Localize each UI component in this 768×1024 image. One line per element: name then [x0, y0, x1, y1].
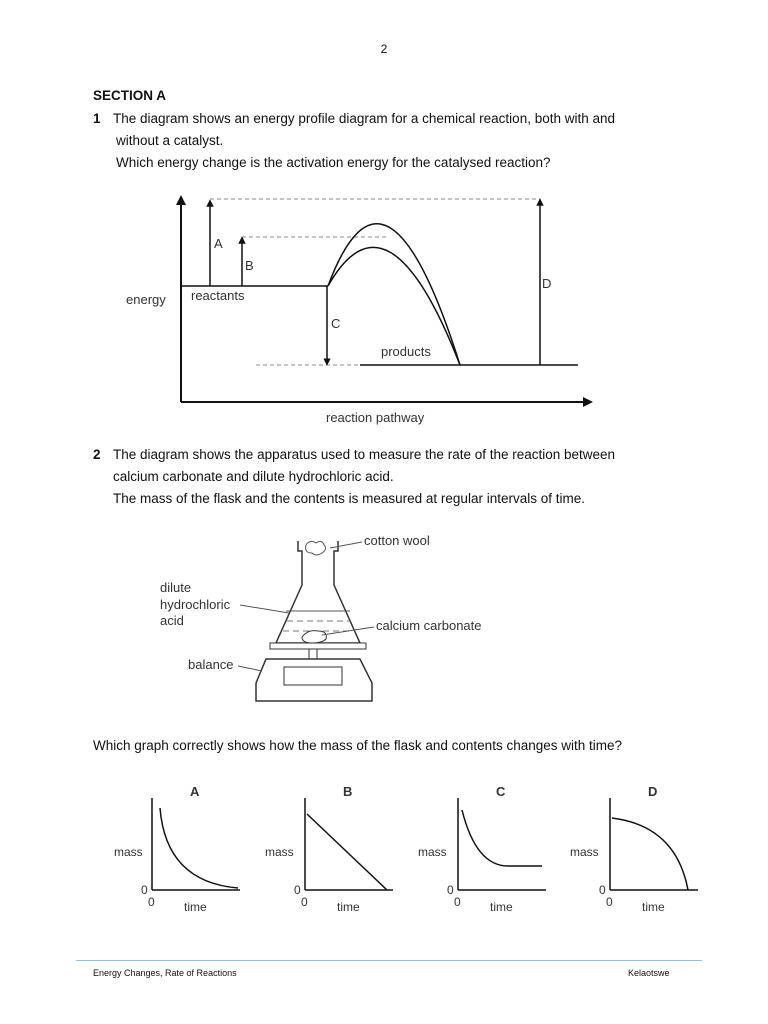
question-line: calcium carbonate and dilute hydrochloric acid. — [113, 469, 394, 484]
acid-label: hydrochloric — [160, 597, 231, 612]
balance-display — [284, 667, 342, 685]
x-axis-label: time — [184, 900, 207, 914]
graph-a — [114, 784, 240, 914]
y-axis-label: mass — [570, 845, 599, 859]
graph-letter: A — [190, 784, 200, 799]
energy-profile-diagram — [0, 0, 768, 440]
x-zero: 0 — [606, 895, 613, 909]
products-label: products — [381, 344, 431, 359]
cotton-wool-label: cotton wool — [364, 533, 430, 548]
question-line: The diagram shows an energy profile diagram for a chemical reaction, both with and — [113, 111, 616, 126]
section-title: SECTION A — [93, 88, 167, 103]
graph-question: Which graph correctly shows how the mass of the flask and contents changes with time? — [93, 738, 623, 753]
graph-d — [570, 784, 698, 914]
question-2 — [93, 444, 693, 510]
leader-line — [330, 542, 362, 548]
graph-letter: C — [496, 784, 506, 799]
y-zero: 0 — [141, 883, 148, 897]
x-axis-label: reaction pathway — [326, 410, 425, 425]
x-zero: 0 — [454, 895, 461, 909]
arrow-label-d: D — [542, 276, 552, 291]
mass-line — [307, 814, 387, 890]
question-line: without a catalyst. — [116, 133, 224, 148]
leader-line — [238, 666, 262, 671]
footer-title: Energy Changes, Rate of Reactions — [93, 968, 237, 978]
leader-line — [240, 605, 289, 613]
y-axis-label: mass — [265, 845, 294, 859]
acid-label: acid — [160, 613, 184, 628]
leader-line — [322, 627, 374, 635]
question-number: 1 — [93, 111, 101, 126]
question-line: The diagram shows the apparatus used to measure the rate of the reaction between — [113, 447, 616, 462]
graph-letter: D — [648, 784, 658, 799]
arrow-label-c: C — [331, 316, 341, 331]
balance-pan — [270, 643, 366, 649]
x-axis-label: time — [490, 900, 513, 914]
reactants-label: reactants — [191, 288, 245, 303]
y-axis-label: mass — [114, 845, 143, 859]
cotton-wool-icon — [306, 541, 326, 555]
question-number: 2 — [93, 447, 101, 462]
y-zero: 0 — [294, 883, 301, 897]
acid-label: dilute — [160, 580, 192, 595]
footer-author: Kelaotswe — [628, 968, 670, 978]
answer-graphs — [0, 780, 768, 920]
mass-curve — [612, 818, 688, 890]
graph-letter: B — [343, 784, 353, 799]
mass-curve — [462, 810, 542, 866]
y-axis-label: mass — [418, 845, 447, 859]
balance-label: balance — [188, 657, 234, 672]
arrow-label-b: B — [245, 258, 254, 273]
y-zero: 0 — [447, 883, 454, 897]
y-axis-label: energy — [126, 292, 166, 307]
x-axis-label: time — [337, 900, 360, 914]
graph-b — [265, 784, 393, 914]
page-number: 2 — [380, 42, 388, 56]
question-line: The mass of the flask and the contents is measured at regular intervals of time. — [113, 491, 585, 506]
conical-flask — [276, 541, 360, 643]
graph-c — [418, 784, 546, 914]
x-zero: 0 — [148, 895, 155, 909]
x-zero: 0 — [301, 895, 308, 909]
arrow-label-a: A — [214, 236, 223, 251]
apparatus-diagram — [0, 525, 768, 725]
mass-curve — [160, 808, 238, 888]
y-zero: 0 — [599, 883, 606, 897]
calcium-carbonate-lump — [302, 631, 326, 643]
footer-divider — [76, 960, 702, 961]
balance-stem — [309, 649, 317, 659]
calcium-carbonate-label: calcium carbonate — [376, 618, 482, 633]
question-line: Which energy change is the activation energy for the catalysed reaction? — [116, 155, 551, 170]
x-axis-label: time — [642, 900, 665, 914]
